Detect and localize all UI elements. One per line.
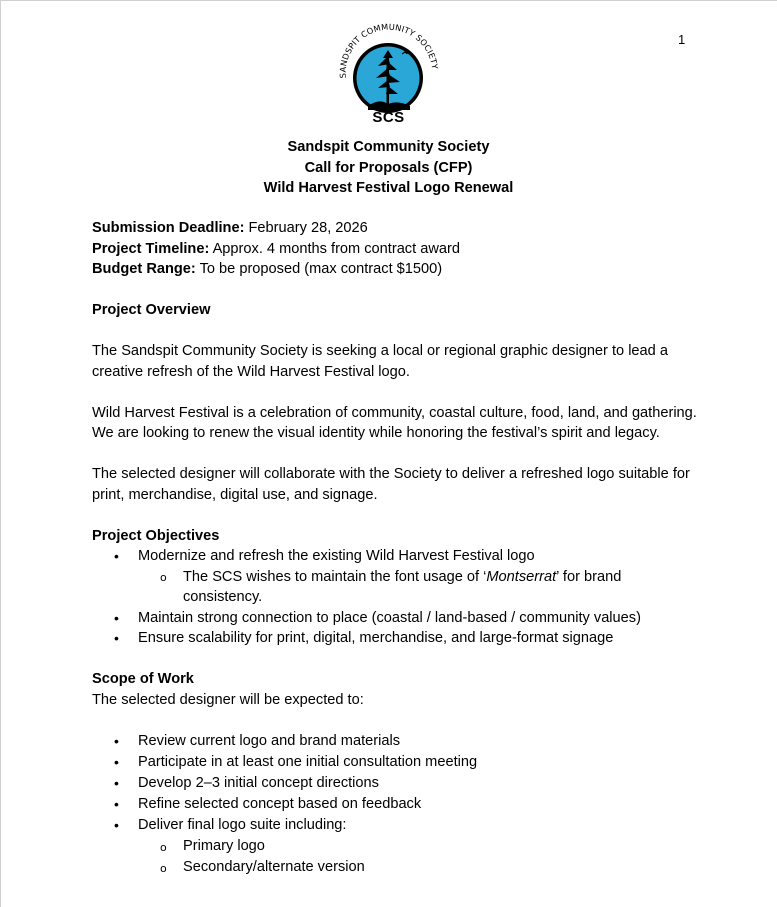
objectives-list xyxy=(92,546,702,567)
list-item: • Participate in at least one initial consultation meeting xyxy=(92,752,702,773)
list-item: • Deliver final logo suite including: xyxy=(92,815,702,836)
list-item: o Primary logo xyxy=(92,836,702,857)
overview-paragraph-1: The Sandspit Community Society is seeking a local or regional graphic designer to lead a creative refresh of the Wild Harvest Festival logo. xyxy=(92,343,668,380)
org-name: Sandspit Community Society xyxy=(287,139,490,155)
list-item xyxy=(92,546,702,567)
scope-intro: The selected designer will be expected to: xyxy=(92,691,364,708)
scope-heading: Scope of Work xyxy=(92,671,194,687)
logo-ring-text: SANDSPIT COMMUNITY SOCIETY xyxy=(337,21,441,79)
deadline-label: Submission Deadline: xyxy=(92,220,245,236)
deadline-line xyxy=(92,218,702,239)
timeline-value: Approx. 4 months from contract award xyxy=(209,240,460,257)
objectives-list-continued xyxy=(92,608,702,649)
objective-3: Ensure scalability for print, digital, merchandise, and large-format signage xyxy=(138,630,614,646)
document-body xyxy=(92,218,702,878)
list-item: o Secondary/alternate version xyxy=(92,857,702,878)
overview-paragraph-3: The selected designer will collaborate with the Society to deliver a refreshed logo suitable for print, merchandise, digital use, and signage. xyxy=(92,466,690,503)
project-title: Wild Harvest Festival Logo Renewal xyxy=(263,180,514,196)
deadline-value: February 28, 2026 xyxy=(244,220,368,236)
overview-heading: Project Overview xyxy=(92,302,211,318)
list-item xyxy=(92,608,702,629)
objective-1-sub-after: ’ for brand consistency. xyxy=(183,568,622,605)
document-header xyxy=(0,137,777,199)
list-item: • Refine selected concept based on feedback xyxy=(92,794,702,815)
font-name: Montserrat xyxy=(486,568,557,585)
list-item xyxy=(92,628,702,649)
objectives-sublist xyxy=(92,567,702,608)
budget-value: To be proposed (max contract $1500) xyxy=(195,261,443,277)
page-edge-top xyxy=(0,0,777,1)
budget-label: Budget Range: xyxy=(92,261,196,277)
objectives-heading: Project Objectives xyxy=(92,527,220,544)
list-item: • Develop 2–3 initial concept directions xyxy=(92,773,702,794)
objective-1: Modernize and refresh the existing Wild Harvest Festival logo xyxy=(138,548,535,564)
logo-short-name: SCS xyxy=(372,109,405,126)
document-type: Call for Proposals (CFP) xyxy=(304,159,473,176)
list-item xyxy=(92,567,702,608)
list-item: • Review current logo and brand materials xyxy=(92,731,702,752)
page-number: 1 xyxy=(678,32,686,47)
scope-list xyxy=(92,731,702,836)
timeline-line xyxy=(92,239,702,260)
overview-paragraph-2: Wild Harvest Festival is a celebration of community, coastal culture, food, land, and gathering. We are looking to renew the visual identity while honoring the festival’s spirit and legacy. xyxy=(92,404,697,441)
budget-line xyxy=(92,259,702,280)
scope-sublist xyxy=(92,836,702,878)
timeline-label: Project Timeline: xyxy=(92,240,210,257)
objective-2: Maintain strong connection to place (coastal / land-based / community values) xyxy=(138,609,641,626)
objective-1-sub-before: The SCS wishes to maintain the font usage of ‘ xyxy=(183,568,487,585)
